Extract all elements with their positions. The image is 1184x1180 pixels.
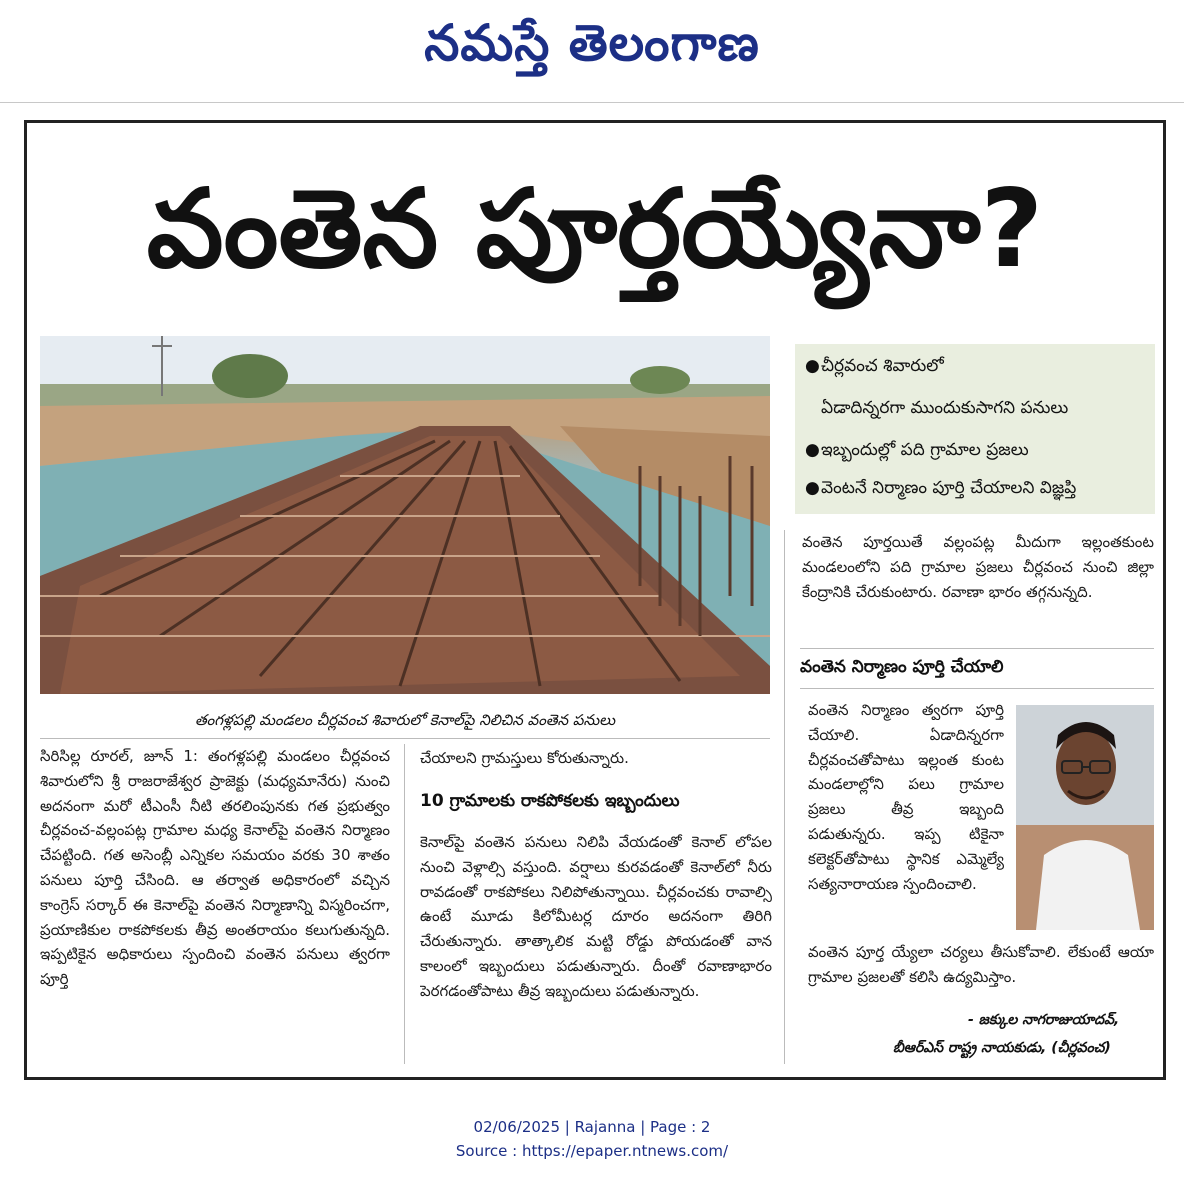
bullet-icon: ● <box>805 356 820 376</box>
quoted-person-photo <box>1016 705 1154 930</box>
highlight-text: వెంటనే నిర్మాణం పూర్తి చేయాలని విజ్ఞప్తి <box>821 478 1077 498</box>
masthead <box>0 0 1184 100</box>
caption-divider <box>40 738 770 739</box>
photo-caption: తంగళ్లపల్లి మండలం చీర్లవంచ శివారులో కెనాల్‌పై నిలిచిన వంతెన పనులు <box>194 711 616 729</box>
article-column-2 <box>420 830 772 1060</box>
headline: వంతెన పూర్తయ్యేనా? <box>146 167 1044 292</box>
quote-attribution-title: బీఆర్ఎస్ రాష్ట్ర నాయకుడు, (చీర్లవంచ) <box>893 1040 1111 1056</box>
section-divider <box>800 688 1154 689</box>
body-paragraph: వంతెన పూర్తయితే వల్లంపట్ల మీదుగా ఇల్లంతకుంట మండలంలోని పది గ్రామాల ప్రజలు చీర్లవంచ నుంచి జిల్లా కేంద్రానికి చేరుకుంటారు. రవాణా భారం తగ్గనున్నది. <box>802 533 1154 601</box>
bridge-photo-illustration <box>40 336 770 694</box>
highlight-item <box>805 436 1150 464</box>
source-link[interactable]: Source : https://epaper.ntnews.com/ <box>455 1142 729 1160</box>
highlight-text: ఏడాదిన్నరగా ముందుకుసాగని పనులు <box>821 398 1069 418</box>
bullet-icon: ● <box>805 440 820 460</box>
quote-attribution-name: - జక్కుల నాగరాజుయాదవ్, <box>968 1012 1120 1028</box>
body-paragraph: చేయాలని గ్రామస్తులు కోరుతున్నారు. <box>420 749 629 767</box>
quote-column-wide <box>808 940 1154 992</box>
highlight-text: ఇబ్బందుల్లో పది గ్రామాల ప్రజలు <box>821 440 1029 460</box>
quote-paragraph: వంతెన నిర్మాణం త్వరగా పూర్తి చేయాలి. ఏడాదిన్నరగా చీర్లవంచతోపాటు ఇల్లంత కుంట మండలాల్లోని పలు గ్రామాల ప్రజలు తీవ్ర ఇబ్బంది పడుతున్నరు. ఇప్ప టికైనా కలెక్టర్‌తోపాటు స్థానిక ఎమ్మెల్యే సత్యనారాయణ స్పందించాలి. <box>808 701 1004 893</box>
highlight-text: చీర్లవంచ శివారులో <box>821 356 944 376</box>
article-column-2-intro <box>420 746 772 772</box>
person-portrait-illustration <box>1016 705 1154 930</box>
quote-paragraph: వంతెన పూర్త య్యేలా చర్యలు తీసుకోవాలి. లేకుంటే ఆయా గ్రామాల ప్రజలతో కలిసి ఉద్యమిస్తాం. <box>808 943 1154 986</box>
section-divider <box>800 648 1154 649</box>
highlight-item <box>821 394 1166 422</box>
highlights-box <box>795 344 1155 514</box>
highlight-item <box>805 474 1150 502</box>
body-paragraph: సిరిసిల్ల రూరల్, జూన్ 1: తంగళ్లపల్లి మండలం చీర్లవంచ శివారులోని శ్రీ రాజరాజేశ్వర ప్రాజెక్టు (మధ్యమానేరు) నుంచి అదనంగా మరో టీఎంసీ నీటి తరలింపునకు గత ప్రభుత్వం చీర్లవంచ-వల్లంపట్ల గ్రామాల మధ్య కెనాల్‌పై వంతెన నిర్మాణం చేపట్టింది. గత అసెంబ్లీ ఎన్నికల సమయం వరకు 30 శాతం పనులు పూర్తి చేసింది. ఆ తర్వాత అధికారంలో వచ్చిన కాంగ్రెస్ సర్కార్ ఈ కెనాల్‌పై వంతెన నిర్మాణాన్ని విస్మరించగా, ప్రయాణికుల రాకపోకలకు తీవ్ర అంతరాయం కలుగుతున్నది. ఇప్పటికైన అధికారులు స్పందించి వంతెన పనులు త్వరగా పూర్తి <box>40 747 390 989</box>
column-3-subheading: వంతెన నిర్మాణం పూర్తి చేయాలి <box>800 657 1004 677</box>
article-column-3 <box>802 530 1154 640</box>
bridge-construction-photo <box>40 336 770 694</box>
highlight-item <box>805 352 1150 380</box>
article-column-1 <box>40 744 390 1064</box>
quote-column-narrow <box>808 698 1004 938</box>
column-divider <box>784 530 785 1064</box>
edition-info: 02/06/2025 | Rajanna | Page : 2 <box>473 1118 711 1136</box>
column-2-subheading: 10 గ్రామాలకు రాకపోకలకు ఇబ్బందులు <box>420 791 680 811</box>
body-paragraph: కెనాల్‌పై వంతెన పనులు నిలిపి వేయడంతో కెనాల్ లోపల నుంచి వెళ్లాల్సి వస్తుంది. వర్షాలు కురవడంతో కెనాల్‌లో నీరు రావడంతో రాకపోకలు నిలిపోతున్నాయి. చీర్లవంచకు రావాల్సి ఉంటే మూడు కిలోమీటర్ల దూరం అదనంగా తిరిగి చేరుతున్నారు. తాత్కాలిక మట్టి రోడ్డు పోయడంతో వాన కాలంలో ఇబ్బందులు పడుతున్నారు. దీంతో రవాణాభారం పెరగడంతోపాటు తీవ్ర ఇబ్బందులు పడుతున్నారు. <box>420 833 772 1000</box>
masthead-divider <box>0 102 1184 103</box>
bullet-icon: ● <box>805 478 820 498</box>
newspaper-logo: నమస్తే తెలంగాణ <box>424 14 760 72</box>
column-divider <box>404 744 405 1064</box>
